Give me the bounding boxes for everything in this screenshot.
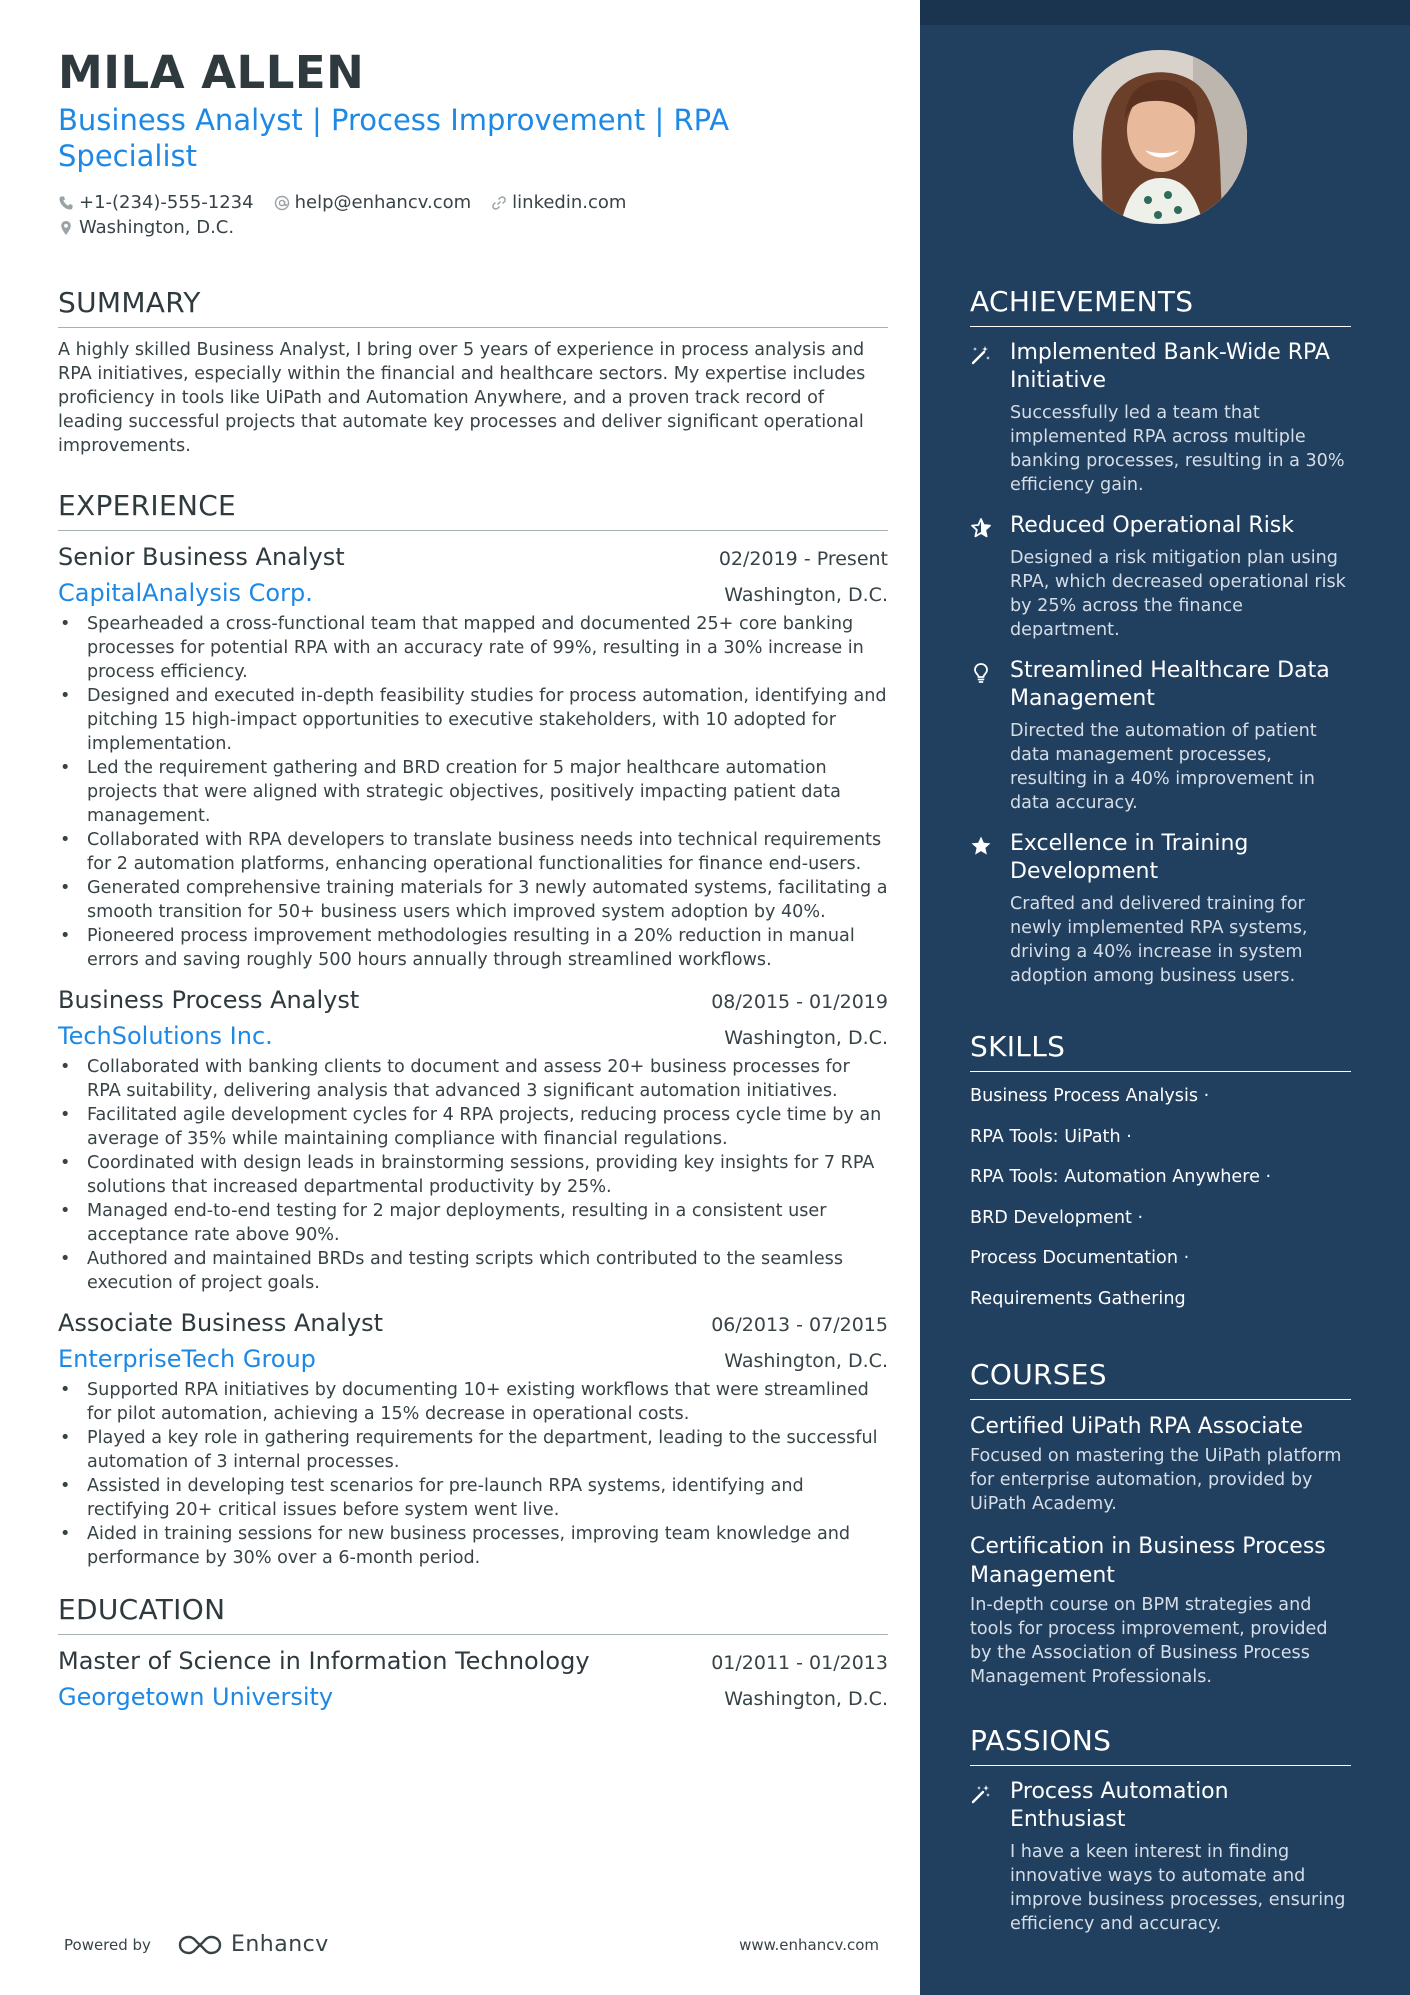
enhancv-logo-icon [177, 1933, 223, 1957]
job-location: Washington, D.C. [724, 584, 888, 606]
achievements-title: ACHIEVEMENTS [970, 284, 1351, 327]
company-name: TechSolutions Inc. [58, 1022, 273, 1050]
education-section [58, 1592, 888, 1713]
job-location: Washington, D.C. [724, 1350, 888, 1372]
education-date: 01/2011 - 01/2013 [711, 1652, 888, 1674]
achievements-section [970, 284, 1351, 1003]
phone-contact[interactable] [58, 190, 254, 215]
courses-title: COURSES [970, 1357, 1351, 1400]
education-title: EDUCATION [58, 1592, 888, 1635]
powered-by-label: Powered by [64, 1935, 151, 1954]
skill-label: Business Process Analysis [970, 1086, 1198, 1106]
bullet-item: • Collaborated with RPA developers to translate business needs into technical requirements for 2 automation platforms, enhancing operational functionalities for finance end-users. [58, 828, 888, 876]
job-location: Washington, D.C. [724, 1027, 888, 1049]
bullet-item: • Led the requirement gathering and BRD creation for 5 major healthcare automation projects that were aligned with strategic objectives, positively impacting patient data management. [58, 756, 888, 828]
skill-separator: · [1126, 1126, 1132, 1147]
passion-title: Process Automation Enthusiast [1010, 1779, 1229, 1832]
job-entry [58, 984, 888, 1295]
candidate-name: MILA ALLEN [58, 46, 365, 99]
skill-label: RPA Tools: UiPath [970, 1126, 1121, 1147]
skill-item [970, 1206, 1351, 1230]
experience-section [58, 488, 888, 1570]
location-contact [58, 215, 234, 240]
bullet-item: • Spearheaded a cross-functional team that mapped and documented 25+ core banking processes for potential RPA with an accuracy rate of 99%, resulting in a 30% increase in process efficiency. [58, 612, 888, 684]
phone-text: +1-(234)-555-1234 [79, 192, 254, 213]
skill-label: BRD Development [970, 1207, 1132, 1228]
job-bullets [58, 1055, 888, 1295]
company-name: CapitalAnalysis Corp. [58, 579, 313, 607]
magic-wand-icon [970, 344, 992, 366]
course-item [970, 1532, 1351, 1689]
bullet-item: • Played a key role in gathering requirements for the department, leading to the successful automation of 3 internal processes. [58, 1426, 888, 1474]
linkedin-text: linkedin.com [512, 192, 627, 213]
company-name: EnterpriseTech Group [58, 1345, 316, 1373]
skill-separator: · [1265, 1167, 1272, 1187]
summary-section [58, 285, 888, 458]
profile-photo [1073, 50, 1247, 224]
bullet-item: • Generated comprehensive training materials for 3 newly automated systems, facilitating a smooth transition for 50+ business users which improved system adoption by 40%. [58, 876, 888, 924]
summary-text: A highly skilled Business Analyst, I bring over 5 years of experience in process analysis and RPA initiatives, especially within the financial and healthcare sectors. My expertise includes proficiency in tools like UiPath and Automation Anywhere, and a proven track record of leading successful projects that automate key processes and deliver significant operational improvements. [58, 340, 866, 456]
bullet-item: • Facilitated agile development cycles for 4 RPA projects, reducing process cycle time by an average of 35% while maintaining compliance with financial regulations. [58, 1103, 888, 1151]
star-outline-icon [970, 517, 992, 539]
school-name: Georgetown University [58, 1683, 334, 1711]
location-pin-icon [58, 220, 74, 236]
passions-section [970, 1723, 1351, 1951]
job-date: 06/2013 - 07/2015 [711, 1314, 888, 1336]
bullet-item: • Authored and maintained BRDs and testing scripts which contributed to the seamless execution of project goals. [58, 1247, 888, 1295]
passion-item [970, 1778, 1351, 1936]
job-date: 02/2019 - Present [718, 548, 888, 570]
skills-title: SKILLS [970, 1029, 1351, 1072]
bullet-item: • Collaborated with banking clients to document and assess 20+ business processes for RPA suitability, delivering analysis that advanced 3 significant automation initiatives. [58, 1055, 888, 1103]
brand-name: Enhancv [230, 1932, 329, 1957]
degree-title: Master of Science in Information Technology [58, 1647, 590, 1675]
sidebar-top-bar [920, 0, 1410, 25]
linkedin-contact[interactable] [491, 190, 626, 215]
skill-separator: · [1183, 1248, 1190, 1268]
job-title: Associate Business Analyst [58, 1309, 384, 1337]
location-text: Washington, D.C. [79, 217, 235, 238]
link-icon [491, 195, 507, 211]
magic-wand-icon [970, 1783, 992, 1805]
job-bullets [58, 1378, 888, 1570]
skill-item [970, 1246, 1351, 1270]
skill-label: RPA Tools: Automation Anywhere [970, 1167, 1260, 1187]
star-icon [970, 835, 992, 857]
contact-info [58, 190, 888, 240]
summary-title: SUMMARY [58, 285, 888, 328]
skill-item [970, 1287, 1351, 1311]
email-text: help@enhancv.com [294, 192, 472, 213]
phone-icon [58, 195, 74, 211]
job-entry [58, 541, 888, 972]
course-title: Certified UiPath RPA Associate [970, 1414, 1304, 1439]
achievement-item [970, 512, 1351, 642]
bullet-item: • Managed end-to-end testing for 2 major deployments, resulting in a consistent user acceptance rate above 90%. [58, 1199, 888, 1247]
job-title: Business Process Analyst [58, 986, 360, 1014]
experience-title: EXPERIENCE [58, 488, 888, 531]
skill-item [970, 1084, 1351, 1108]
achievement-title: Excellence in Training Development [1010, 831, 1249, 884]
bullet-item: • Designed and executed in-depth feasibility studies for process automation, identifying and pitching 15 high-impact opportunities to executive stakeholders, with 10 adopted for implementation. [58, 684, 888, 756]
bullet-item: • Pioneered process improvement methodologies resulting in a 20% reduction in manual errors and saving roughly 500 hours annually through streamlined workflows. [58, 924, 888, 972]
achievement-item [970, 339, 1351, 497]
job-bullets [58, 612, 888, 972]
job-title: Senior Business Analyst [58, 543, 345, 571]
skill-label: Process Documentation [970, 1248, 1178, 1268]
achievement-title: Reduced Operational Risk [1010, 513, 1295, 538]
skill-separator: · [1203, 1086, 1210, 1106]
footer-url[interactable]: www.enhancv.com [739, 1935, 879, 1954]
achievement-title: Implemented Bank-Wide RPA Initiative [1010, 340, 1330, 393]
skill-item [970, 1125, 1351, 1149]
bullet-item: • Aided in training sessions for new business processes, improving team knowledge and performance by 30% over a 6-month period. [58, 1522, 888, 1570]
sidebar [920, 0, 1410, 1995]
course-desc: Focused on mastering the UiPath platform for enterprise automation, provided by UiPath Academy. [970, 1446, 1342, 1514]
passions-title: PASSIONS [970, 1723, 1351, 1766]
job-date: 08/2015 - 01/2019 [711, 991, 888, 1013]
achievement-desc: Crafted and delivered training for newly implemented RPA systems, driving a 40% increase in system adoption among business users. [1010, 894, 1308, 986]
course-title: Certification in Business Process Management [970, 1534, 1326, 1588]
passion-desc: I have a keen interest in finding innovative ways to automate and improve business processes, ensuring efficiency and accuracy. [1010, 1842, 1346, 1934]
skill-separator: · [1137, 1207, 1144, 1228]
achievement-item [970, 657, 1351, 815]
course-desc: In-depth course on BPM strategies and tools for process improvement, provided by the Association of Business Process Management Professionals. [970, 1595, 1328, 1687]
bullet-item: • Assisted in developing test scenarios for pre-launch RPA systems, identifying and rectifying 20+ critical issues before system went live. [58, 1474, 888, 1522]
candidate-subtitle: Business Analyst | Process Improvement | RPA Specialist [58, 103, 730, 173]
bullet-item: • Supported RPA initiatives by documenting 10+ existing workflows that were streamlined for pilot automation, achieving a 15% decrease in operational costs. [58, 1378, 888, 1426]
achievement-desc: Designed a risk mitigation plan using RPA, which decreased operational risk by 25% across the finance department. [1010, 548, 1346, 640]
skill-label: Requirements Gathering [970, 1288, 1186, 1309]
education-location: Washington, D.C. [724, 1688, 888, 1710]
skills-section [970, 1029, 1351, 1327]
course-item [970, 1412, 1351, 1516]
achievement-item [970, 830, 1351, 988]
powered-by [64, 1932, 329, 1957]
bullet-item: • Coordinated with design leads in brainstorming sessions, providing key insights for 7 RPA solutions that increased departmental productivity by 25%. [58, 1151, 888, 1199]
job-entry [58, 1307, 888, 1570]
courses-section [970, 1357, 1351, 1705]
achievement-title: Streamlined Healthcare Data Management [1010, 658, 1330, 711]
avatar [1073, 50, 1247, 224]
email-contact[interactable] [274, 190, 472, 215]
achievement-desc: Successfully led a team that implemented RPA across multiple banking processes, resulting in a 30% efficiency gain. [1010, 403, 1345, 495]
achievement-desc: Directed the automation of patient data management processes, resulting in a 40% improvement in data accuracy. [1010, 721, 1317, 813]
skill-item [970, 1165, 1351, 1189]
at-icon [274, 195, 290, 211]
footer [64, 1932, 879, 1957]
lightbulb-icon [970, 662, 992, 684]
